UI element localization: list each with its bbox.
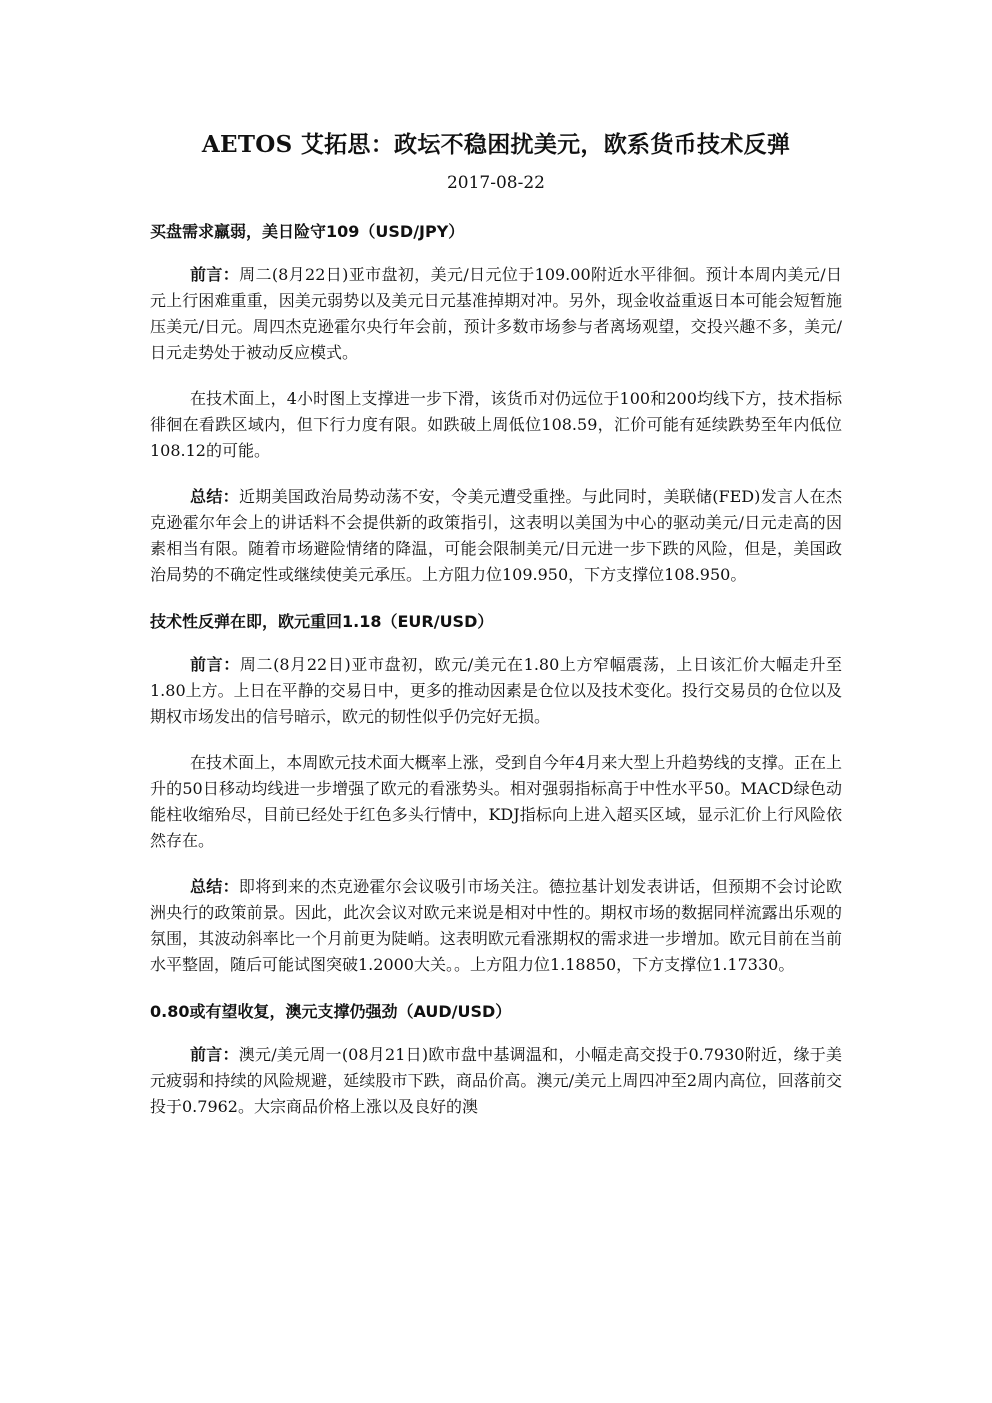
intro-text: 澳元/美元周一(08月21日)欧市盘中基调温和，小幅走高交投于0.7930附近，缘于美元疲弱和持续的风险规避，延续股市下跌，商品价高。澳元/美元上周四冲至2周内高位，回落前交投于0.7962。大宗商品价格上涨以及良好的澳 xyxy=(150,1045,842,1116)
intro-paragraph xyxy=(150,652,842,730)
intro-label: 前言： xyxy=(190,655,240,674)
section-eur-usd xyxy=(150,608,842,978)
section-heading: 买盘需求羸弱，美日险守109（USD/JPY） xyxy=(150,222,465,241)
section-heading: 技术性反弹在即，欧元重回1.18（EUR/USD） xyxy=(150,612,494,631)
summary-label: 总结： xyxy=(190,877,239,896)
intro-text: 周二(8月22日)亚市盘初，美元/日元位于109.00附近水平徘徊。预计本周内美元/日元上行困难重重，因美元弱势以及美元日元基准掉期对冲。另外，现金收益重返日本可能会短暂施压美元/日元。周四杰克逊霍尔央行年会前，预计多数市场参与者离场观望，交投兴趣不多，美元/日元走势处于被动反应模式。 xyxy=(150,265,842,362)
intro-label: 前言： xyxy=(190,265,240,284)
section-heading: 0.80或有望收复，澳元支撑仍强劲（AUD/USD） xyxy=(150,1002,512,1021)
technical-text: 在技术面上，本周欧元技术面大概率上涨，受到自今年4月来大型上升趋势线的支撑。正在上升的50日移动均线进一步增强了欧元的看涨势头。相对强弱指标高于中性水平50。MACD绿色动能柱收缩殆尽，目前已经处于红色多头行情中，KDJ指标向上进入超买区域，显示汇价上行风险依然存在。 xyxy=(150,753,842,850)
summary-text: 即将到来的杰克逊霍尔会议吸引市场关注。德拉基计划发表讲话，但预期不会讨论欧洲央行的政策前景。因此，此次会议对欧元来说是相对中性的。期权市场的数据同样流露出乐观的氛围，其波动斜率比一个月前更为陡峭。这表明欧元看涨期权的需求进一步增加。欧元目前在当前水平整固，随后可能试图突破1.2000大关。。上方阻力位1.18850，下方支撑位1.17330。 xyxy=(150,877,842,974)
intro-text: 周二(8月22日)亚市盘初，欧元/美元在1.80上方窄幅震荡，上日该汇价大幅走升至1.80上方。上日在平静的交易日中，更多的推动因素是仓位以及技术变化。投行交易员的仓位以及期权市场发出的信号暗示，欧元的韧性似乎仍完好无损。 xyxy=(150,655,842,726)
summary-paragraph xyxy=(150,874,842,978)
intro-paragraph xyxy=(150,262,842,366)
section-usd-jpy xyxy=(150,218,842,588)
summary-paragraph xyxy=(150,484,842,588)
document-date: 2017-08-22 xyxy=(446,173,545,193)
section-aud-usd xyxy=(150,998,842,1120)
technical-paragraph xyxy=(150,750,842,854)
intro-paragraph xyxy=(150,1042,842,1120)
summary-text: 近期美国政治局势动荡不安，令美元遭受重挫。与此同时，美联储(FED)发言人在杰克逊霍尔年会上的讲话料不会提供新的政策指引，这表明以美国为中心的驱动美元/日元走高的因素相当有限。随着市场避险情绪的降温，可能会限制美元/日元进一步下跌的风险，但是，美国政治局势的不确定性或继续使美元承压。上方阻力位109.950，下方支撑位108.950。 xyxy=(150,487,842,584)
document-title: AETOS 艾拓思：政坛不稳困扰美元，欧系货币技术反弹 xyxy=(201,131,791,158)
document-page xyxy=(150,128,842,1140)
technical-paragraph xyxy=(150,386,842,464)
technical-text: 在技术面上，4小时图上支撑进一步下滑，该货币对仍远位于100和200均线下方，技术指标徘徊在看跌区域内，但下行力度有限。如跌破上周低位108.59，汇价可能有延续跌势至年内低位108.12的可能。 xyxy=(150,389,842,460)
intro-label: 前言： xyxy=(190,1045,239,1064)
summary-label: 总结： xyxy=(190,487,239,506)
